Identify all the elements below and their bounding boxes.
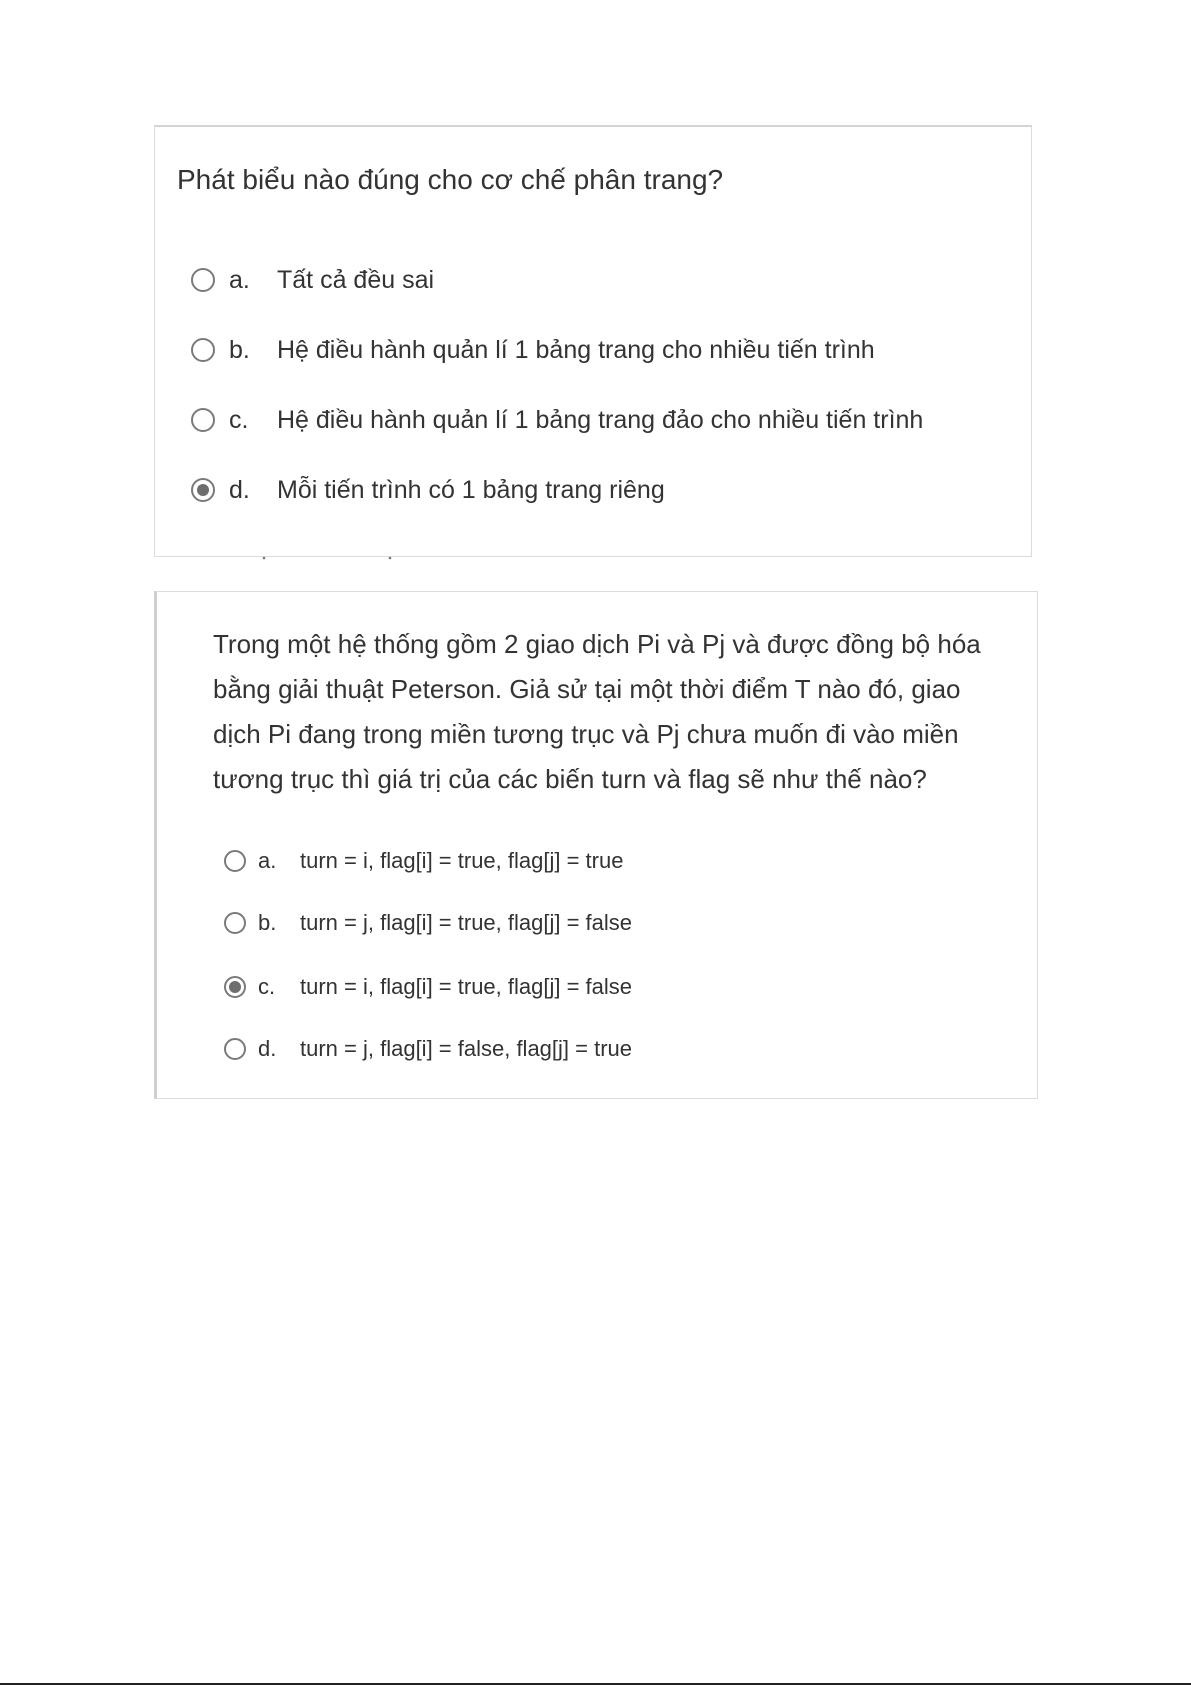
radio-checked-icon[interactable] <box>191 478 215 502</box>
radio-checked-icon[interactable] <box>224 976 246 998</box>
question-2-option-b[interactable] <box>224 907 632 939</box>
question-2-option-d[interactable] <box>224 1033 632 1065</box>
question-1-text: Phát biểu nào đúng cho cơ chế phân trang? <box>177 164 724 195</box>
option-text: Hệ điều hành quản lí 1 bảng trang đảo cho nhiều tiến trình <box>277 405 924 434</box>
option-letter: c. <box>258 974 276 999</box>
option-letter: a. <box>258 848 277 873</box>
radio-unchecked-icon[interactable] <box>191 338 215 362</box>
option-letter: b. <box>229 335 250 364</box>
question-1-option-c[interactable] <box>191 403 923 437</box>
question-1-option-b[interactable] <box>191 333 875 367</box>
question-card-2 <box>154 591 1038 1099</box>
option-letter: c. <box>229 405 249 434</box>
question-card-1 <box>154 125 1032 557</box>
option-text: turn = i, flag[i] = true, flag[j] = true <box>300 848 624 873</box>
option-letter: d. <box>229 475 250 504</box>
radio-unchecked-icon[interactable] <box>224 912 246 934</box>
option-text: turn = j, flag[i] = true, flag[j] = false <box>300 910 633 935</box>
option-text: turn = j, flag[i] = false, flag[j] = true <box>300 1036 633 1061</box>
option-letter: a. <box>229 265 250 294</box>
question-2-option-c[interactable] <box>224 971 632 1003</box>
option-text: Hệ điều hành quản lí 1 bảng trang cho nhiều tiến trình <box>277 335 875 364</box>
radio-unchecked-icon[interactable] <box>191 408 215 432</box>
option-text: Tất cả đều sai <box>277 265 435 294</box>
radio-unchecked-icon[interactable] <box>224 1038 246 1060</box>
question-1-option-a[interactable] <box>191 263 434 297</box>
question-2-option-a[interactable] <box>224 845 623 877</box>
question-2-text: Trong một hệ thống gồm 2 giao dịch Pi và Pj và được đồng bộ hóa bằng giải thuật Peterson. Giả sử tại một thời điểm T nào đó, giao dịch Pi đang trong miền tương trục và Pj chưa muốn đi vào miền tương trục thì giá trị của các biến turn và flag sẽ như thế nào? <box>213 629 981 794</box>
scan-artifact-marks <box>260 556 400 560</box>
radio-unchecked-icon[interactable] <box>191 268 215 292</box>
option-text: turn = i, flag[i] = true, flag[j] = false <box>300 974 633 999</box>
radio-unchecked-icon[interactable] <box>224 850 246 872</box>
option-letter: b. <box>258 910 277 935</box>
option-letter: d. <box>258 1036 277 1061</box>
question-1-option-d[interactable] <box>191 473 665 507</box>
option-text: Mỗi tiến trình có 1 bảng trang riêng <box>277 475 665 504</box>
